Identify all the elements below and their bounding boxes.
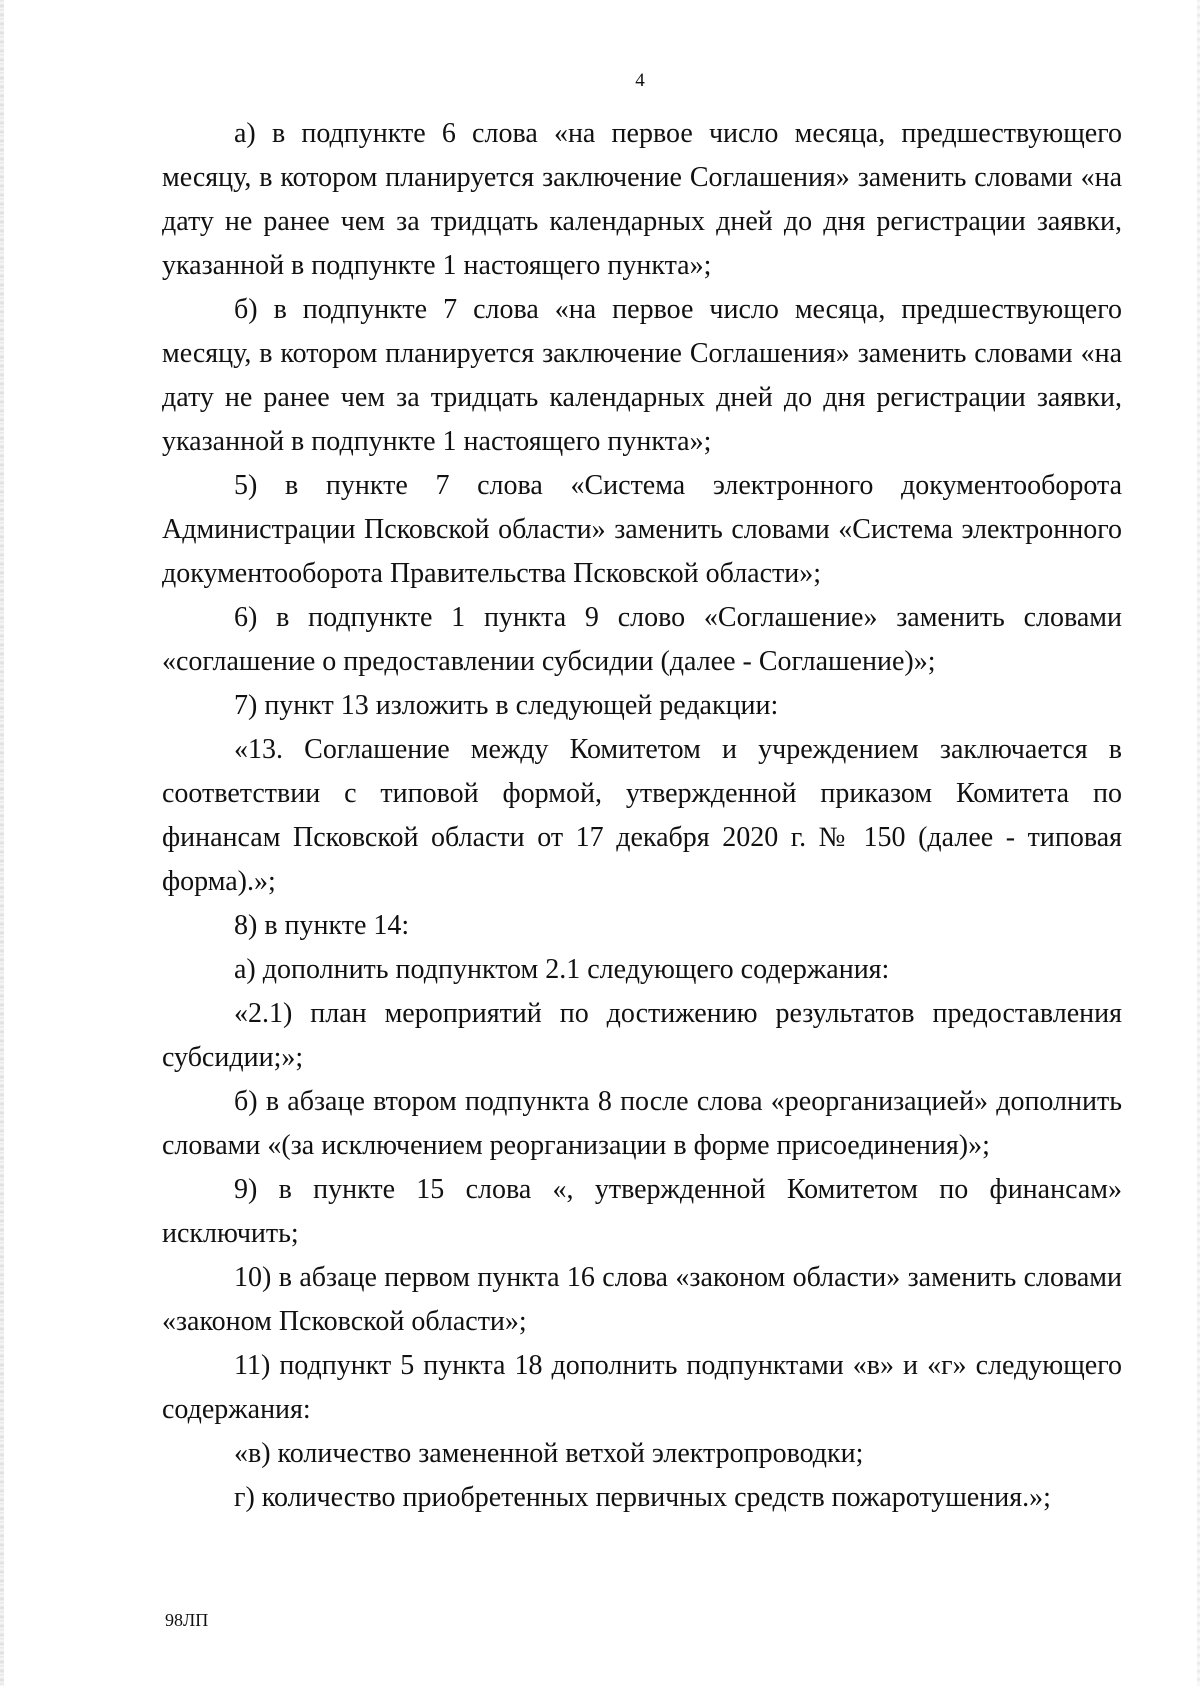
paragraph-item-13-text: «13. Соглашение между Комитетом и учреждением заключается в соответствии с типовой формой, утвержденной приказом Комитета по финансам Псковской области от 17 декабря 2020 г. № 150 (далее - типовая форма).»;	[162, 734, 1122, 897]
paragraph-item-8-b: б) в абзаце втором подпункта 8 после слова «реорганизацией» дополнить словами «(за исключением реорганизации в форме присоединения)»;	[162, 1086, 1122, 1161]
paragraph-b-subitem-7: б) в подпункте 7 слова «на первое число месяца, предшествующего месяцу, в котором планируется заключение Соглашения» заменить словами «на дату не ранее чем за тридцать календарных дней до дня регистрации заявки, указанной в подпункте 1 настоящего пункта»;	[162, 294, 1122, 457]
paragraph-item-v: «в) количество замененной ветхой электропроводки;	[234, 1438, 864, 1469]
page-number: 4	[635, 70, 645, 91]
paragraph-a-subitem-6: а) в подпункте 6 слова «на первое число месяца, предшествующего месяцу, в котором планируется заключение Соглашения» заменить словами «на дату не ранее чем за тридцать календарных дней до дня регистрации заявки, указанной в подпункте 1 настоящего пункта»;	[162, 118, 1122, 281]
scan-edge-left	[0, 0, 4, 1686]
paragraph-item-2-1: «2.1) план мероприятий по достижению результатов предоставления субсидии;»;	[162, 998, 1122, 1073]
paragraph-item-g: г) количество приобретенных первичных средств пожаротушения.»;	[234, 1482, 1051, 1513]
paragraph-item-6: 6) в подпункте 1 пункта 9 слово «Соглашение» заменить словами «соглашение о предоставлении субсидии (далее - Соглашение)»;	[162, 602, 1122, 677]
footer-document-code: 98ЛП	[165, 1610, 209, 1630]
paragraph-item-7: 7) пункт 13 изложить в следующей редакции:	[234, 690, 779, 721]
paragraph-item-10: 10) в абзаце первом пункта 16 слова «законом области» заменить словами «законом Псковской области»;	[162, 1262, 1122, 1337]
paragraph-item-11: 11) подпункт 5 пункта 18 дополнить подпунктами «в» и «г» следующего содержания:	[162, 1350, 1122, 1425]
paragraph-item-8-a: а) дополнить подпунктом 2.1 следующего содержания:	[234, 954, 890, 985]
paragraph-item-8: 8) в пункте 14:	[234, 910, 410, 941]
paragraph-item-5: 5) в пункте 7 слова «Система электронного документооборота Администрации Псковской области» заменить словами «Система электронного документооборота Правительства Псковской области»;	[162, 470, 1122, 589]
paragraph-item-9: 9) в пункте 15 слова «, утвержденной Комитетом по финансам» исключить;	[162, 1174, 1122, 1249]
document-body	[162, 112, 1122, 1520]
